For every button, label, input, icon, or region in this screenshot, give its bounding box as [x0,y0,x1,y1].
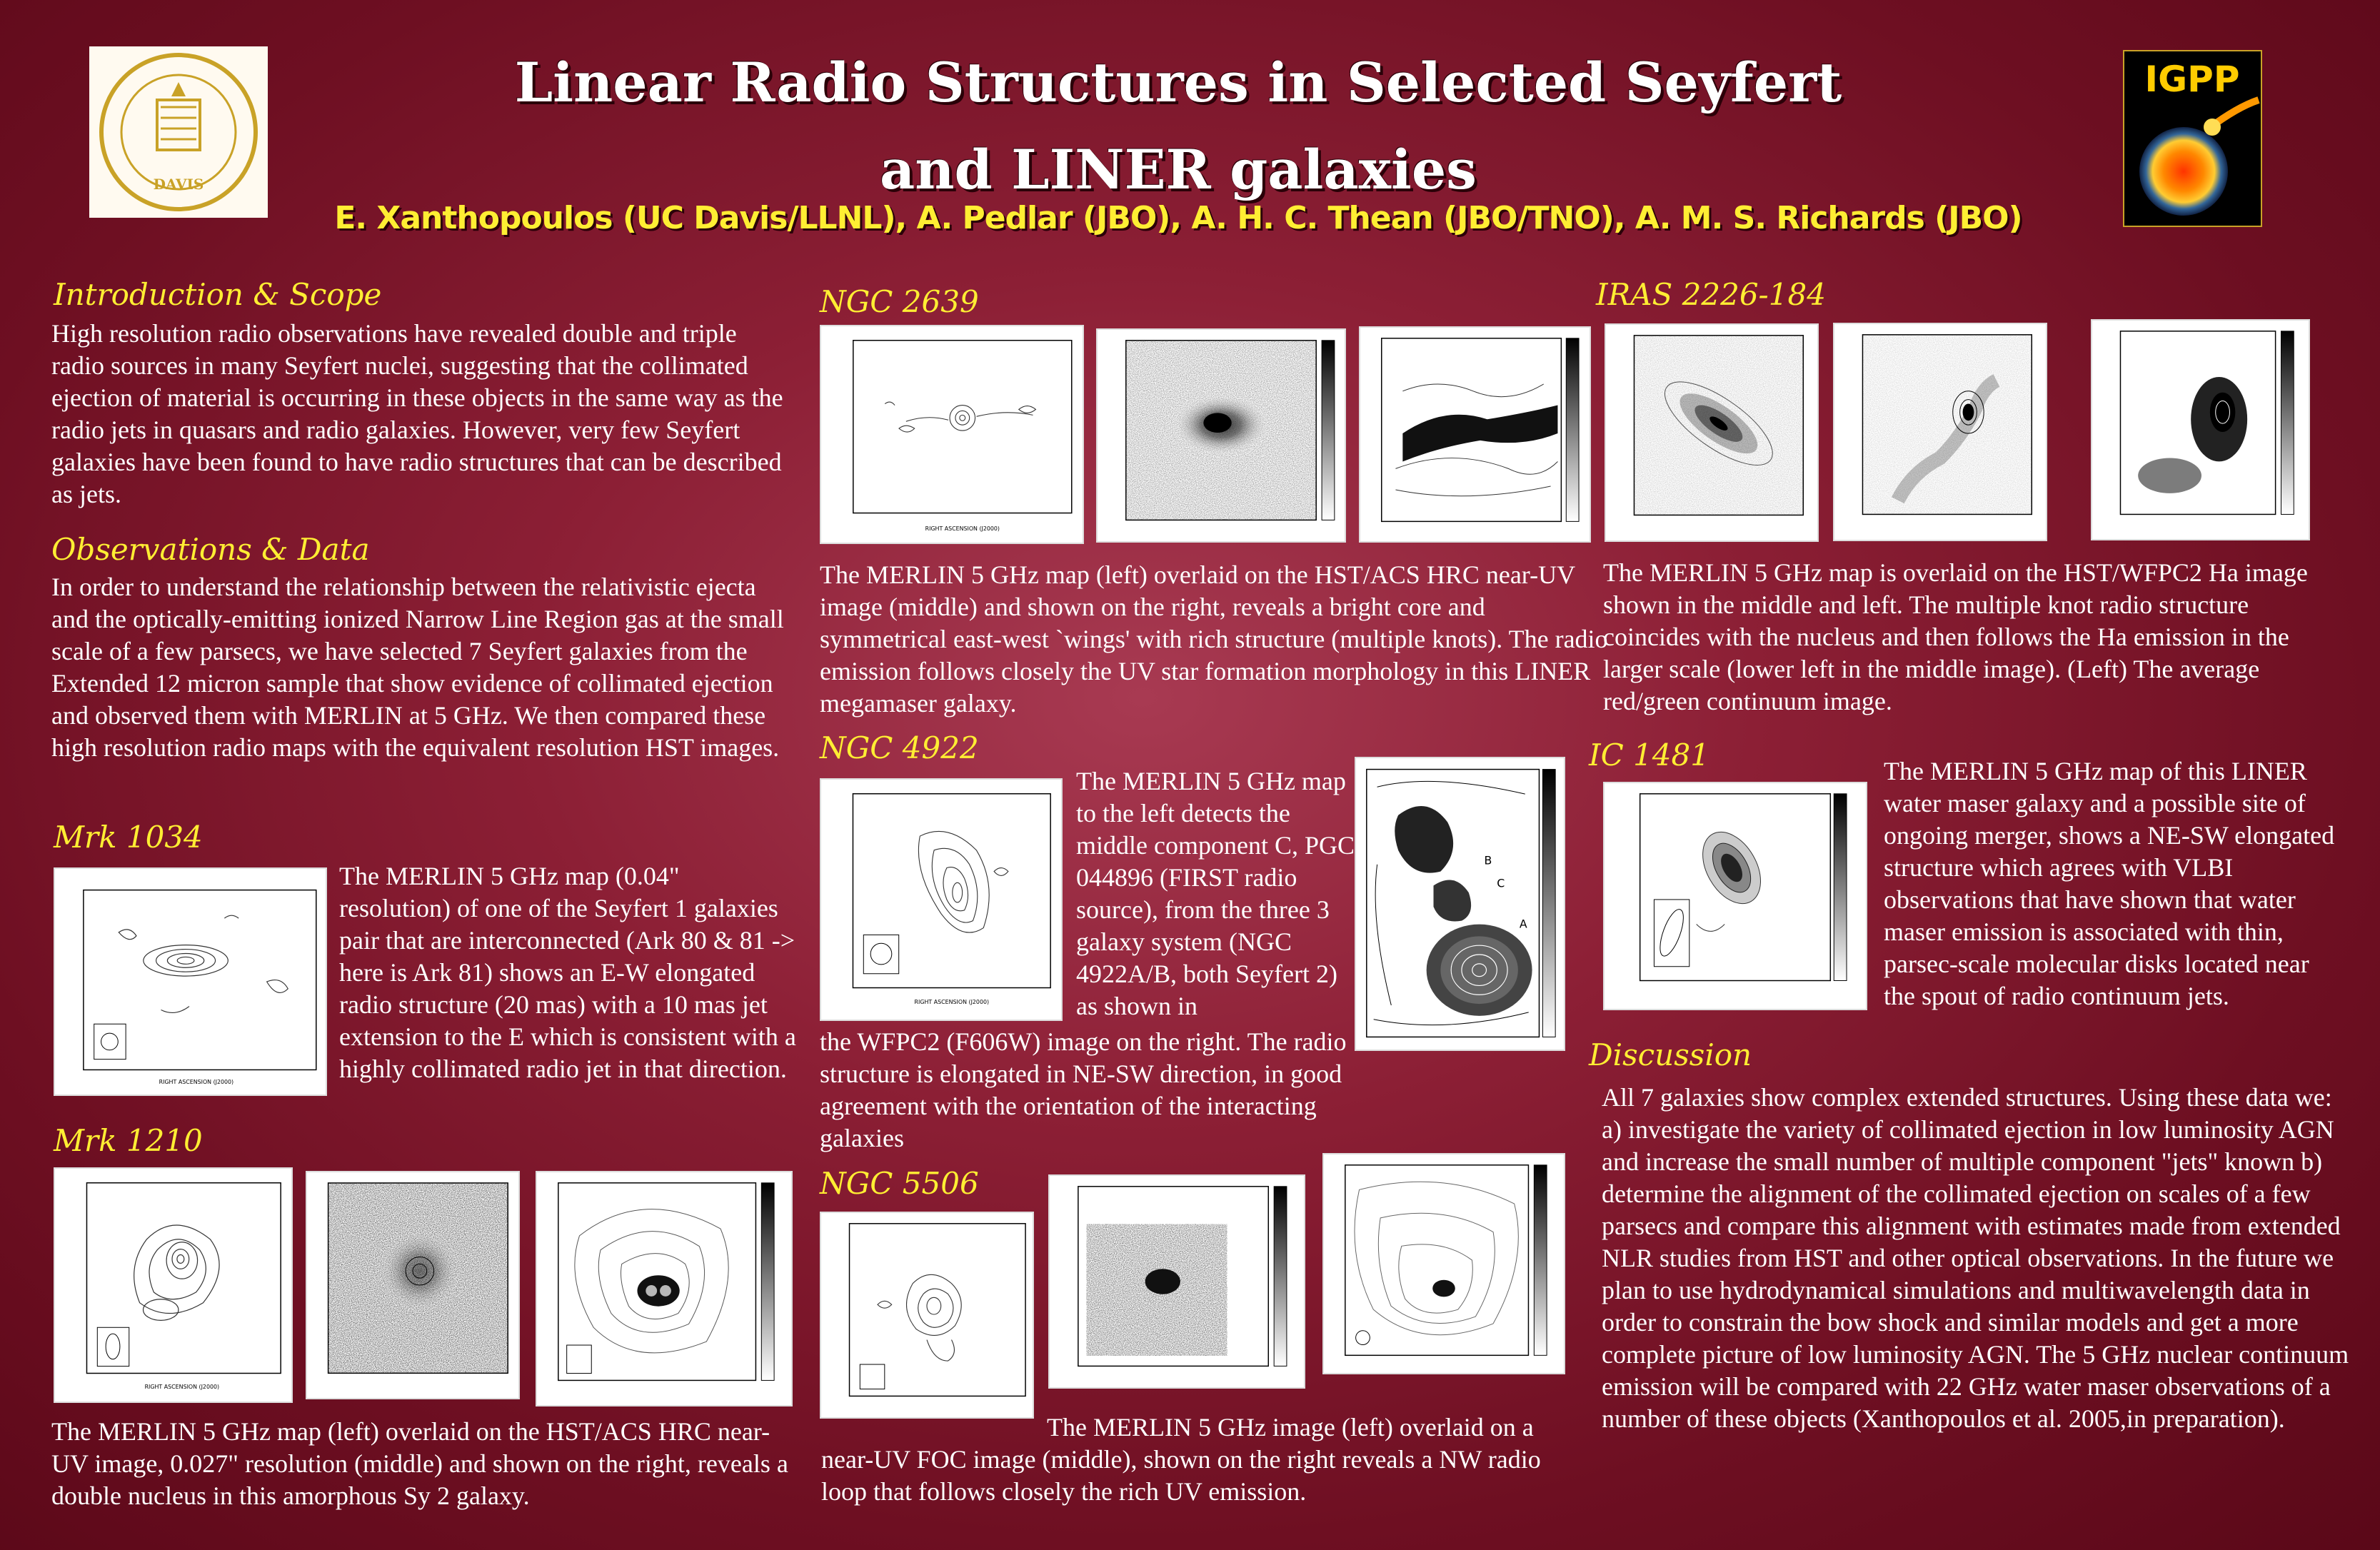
ngc5506-text: The MERLIN 5 GHz image (left) overlaid on a near-UV FOC image (middle), shown on the right reveals a NW radio loop that follows closely the rich UV emission. [821,1413,1541,1506]
ic1481-radio-map [1603,782,1867,1010]
ngc4922-text-wide: the WFPC2 (F606W) image on the right. The radio structure is elongated in NE-SW direction, in good agreement with the orientation of the interacting galaxies [820,1027,1347,1152]
ngc4922-heading: NGC 4922 [820,730,979,765]
iras-heading: IRAS 2226-184 [1596,277,1826,312]
mrk1210-heading: Mrk 1210 [54,1123,203,1158]
iras-continuum-image [1605,323,1819,542]
ngc2639-uv-image [1096,328,1346,543]
ic1481-text: The MERLIN 5 GHz map of this LINER water maser galaxy and a possible site of ongoing merger, shows a NE-SW elongated structure which agrees with VLBI observations that have shown that water maser emission is associated with thin, parsec-scale molecular disks located near the spout of radio continuum jets. [1884,757,2335,1010]
ngc2639-radio-map [820,325,1084,544]
svg-text:RIGHT ASCENSION (J2000): RIGHT ASCENSION (J2000) [914,999,990,1006]
mrk1210-radio-map [54,1167,293,1403]
observations-text: In order to understand the relationship between the relativistic ejecta and the optically-emitting ionized Narrow Line Region gas at the small scale of a few parsecs, we have selected 7 Seyfert galaxies from the Extended 12 micron sample that show evidence of collimated ejection and observed them with MERLIN at 5 GHz. We then compared these high resolution radio maps with the equivalent resolution HST images. [51,573,784,762]
observations-heading: Observations & Data [51,532,370,567]
svg-text:B: B [1484,853,1492,867]
iras-text: The MERLIN 5 GHz map is overlaid on the HST/WFPC2 Ha image shown in the middle and left. The multiple knot radio structure coincides with the nucleus and then follows the Ha emission in the larger scale (lower left in the middle image). (Left) The average red/green continuum image. [1603,558,2308,715]
intro-text: High resolution radio observations have revealed double and triple radio sources in many Seyfert nuclei, suggesting that the collimated ejection of material is occurring in these objects in the same way as the radio jets in quasars and radio galaxies. However, very few Seyfert galaxies have been found to have radio structures that can be described as jets. [51,319,783,508]
poster-title: Linear Radio Structures in Selected Seyfert and LINER galaxies [514,51,1842,201]
mrk1210-uv-image [306,1171,520,1399]
igpp-logo [2123,50,2262,227]
ngc5506-uv-image [1048,1174,1305,1389]
discussion-heading: Discussion [1589,1037,1752,1072]
ngc2639-heading: NGC 2639 [820,284,979,319]
ngc4922-text-narrow: The MERLIN 5 GHz map to the left detects the middle component C, PGC 044896 (FIRST radio source), from the three 3 galaxy system (NGC 4922A/B, both Seyfert 2) as shown in [1076,767,1355,1020]
mrk1034-heading: Mrk 1034 [54,820,203,855]
ngc4922-radio-map [820,778,1063,1021]
iras-overlay-image [2091,319,2310,540]
svg-text:A: A [1519,917,1527,931]
svg-text:C: C [1497,876,1505,890]
ic1481-heading: IC 1481 [1589,738,1709,773]
ngc4922-wfpc2-image [1355,757,1565,1051]
ngc5506-heading: NGC 5506 [820,1166,979,1201]
discussion-text: All 7 galaxies show complex extended structures. Using these data we: a) investigate the variety of collimated ejection in low luminosity AGN and increase the small number of multiple component "jets" known b) determine the alignment of the collimated ejection on scales of a few parsecs and compare this alignment with estimates made from extended NLR studies from HST and other optical observations. In the future we plan to use hydrodynamical simulations and multiwavelength data in order to constrain the bow shock and similar models and get a more complete picture of low luminosity AGN. The 5 GHz nuclear continuum emission will be compared with 22 GHz water maser observations of a number of these objects (Xanthopoulos et al. 2005,in preparation). [1602,1083,2349,1433]
ngc2639-text: The MERLIN 5 GHz map (left) overlaid on the HST/ACS HRC near-UV image (middle) and shown on the right, reveals a bright core and symmetrical east-west `wings' with rich structure (multiple knots). The radio emission follows closely the UV star formation morphology in this LINER megamaser galaxy. [820,560,1608,718]
igpp-logo-text: IGPP [2144,59,2240,100]
svg-text:RIGHT ASCENSION (J2000): RIGHT ASCENSION (J2000) [159,1079,234,1086]
author-list: E. Xanthopoulos (UC Davis/LLNL), A. Pedlar (JBO), A. H. C. Thean (JBO/TNO), A. M. S. Richards (JBO) [334,200,2022,236]
ngc2639-overlay-image [1359,326,1591,543]
iras-halpha-image [1833,323,2047,541]
mrk1210-text: The MERLIN 5 GHz map (left) overlaid on the HST/ACS HRC near-UV image, 0.027" resolution (middle) and shown on the right, reveals a double nucleus in this amorphous Sy 2 galaxy. [51,1417,788,1510]
svg-text:RIGHT ASCENSION (J2000): RIGHT ASCENSION (J2000) [925,525,1000,533]
ngc5506-radio-map [820,1212,1034,1419]
mrk1034-text: The MERLIN 5 GHz map (0.04" resolution) of one of the Seyfert 1 galaxies pair that are interconnected (Ark 80 & 81 -> here is Ark 81) shows an E-W elongated radio structure (20 mas) with a 10 mas jet extension to the E which is consistent with a highly collimated radio jet in that direction. [339,862,796,1083]
svg-text:RIGHT ASCENSION (J2000): RIGHT ASCENSION (J2000) [144,1384,220,1391]
svg-text:DAVIS: DAVIS [153,176,204,193]
mrk1034-radio-map [54,867,327,1096]
ngc5506-overlay-image [1322,1153,1565,1374]
intro-heading: Introduction & Scope [54,277,382,312]
mrk1210-overlay-image [536,1171,793,1406]
